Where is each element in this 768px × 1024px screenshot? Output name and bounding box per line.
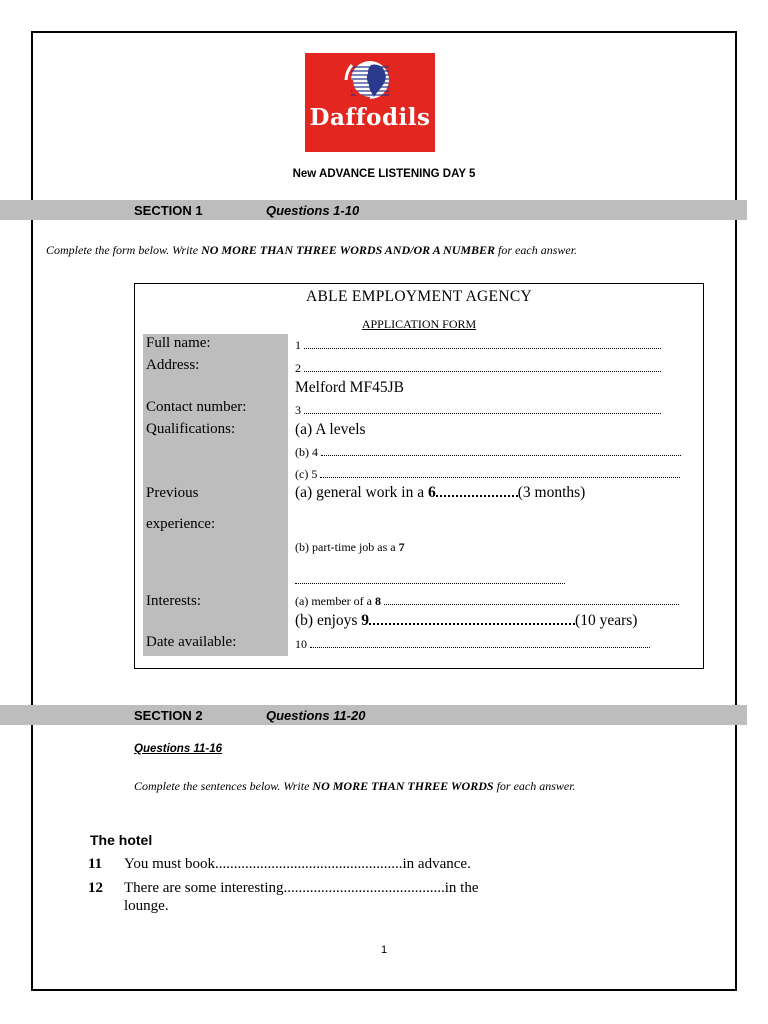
field-text: (b) enjoys bbox=[295, 612, 362, 629]
instruction-text-end: for each answer. bbox=[495, 243, 578, 257]
answer-blank[interactable] bbox=[384, 603, 679, 605]
answer-blank[interactable] bbox=[295, 582, 565, 584]
answer-blank[interactable] bbox=[320, 476, 680, 478]
label-address: Address: bbox=[146, 357, 200, 373]
label-contact-number: Contact number: bbox=[146, 399, 247, 415]
label-qualifications: Qualifications: bbox=[146, 421, 236, 437]
answer-blank[interactable] bbox=[321, 454, 681, 456]
question-text-end: in advance. bbox=[402, 856, 471, 872]
qualification-a: (a) A levels bbox=[295, 421, 366, 438]
question-12-number: 12 bbox=[88, 880, 103, 896]
instruction-emphasis: NO MORE THAN THREE WORDS AND/OR A NUMBER bbox=[201, 243, 496, 257]
answer-blank[interactable] bbox=[436, 494, 518, 497]
answer-blank[interactable] bbox=[310, 646, 650, 648]
question-12-text bbox=[124, 880, 479, 897]
label-previous: Previous bbox=[146, 485, 199, 501]
answer-field-3[interactable] bbox=[295, 403, 661, 418]
answer-field-8[interactable] bbox=[295, 594, 679, 609]
answer-blank[interactable] bbox=[369, 622, 575, 625]
section-2-instruction bbox=[134, 779, 576, 794]
answer-field-1[interactable] bbox=[295, 338, 661, 353]
answer-field-7[interactable] bbox=[295, 573, 565, 588]
question-number: 8 bbox=[374, 594, 381, 608]
field-text: (a) general work in a bbox=[295, 484, 428, 501]
question-text: You must book bbox=[124, 856, 216, 872]
question-number: 7 bbox=[398, 540, 405, 554]
question-number: 10 bbox=[295, 637, 307, 651]
answer-blank[interactable]: .................................................. bbox=[215, 856, 403, 872]
label-full-name: Full name: bbox=[146, 335, 211, 351]
answer-field-6[interactable] bbox=[295, 484, 585, 502]
question-number: 1 bbox=[295, 338, 301, 352]
form-title: ABLE EMPLOYMENT AGENCY bbox=[306, 288, 532, 305]
instruction-text: Complete the form below. Write bbox=[46, 243, 202, 257]
answer-blank[interactable]: ........................................... bbox=[283, 880, 445, 896]
field-text-end: (10 years) bbox=[575, 612, 638, 629]
answer-field-5[interactable] bbox=[295, 467, 680, 482]
answer-blank[interactable] bbox=[304, 370, 661, 372]
question-11-text bbox=[124, 856, 471, 873]
section-1-questions: Questions 1-10 bbox=[266, 203, 360, 218]
field-text-end: (3 months) bbox=[517, 484, 586, 501]
question-11-number: 11 bbox=[88, 856, 103, 872]
instruction-text: Complete the sentences below. Write bbox=[134, 779, 313, 793]
question-number: 6 bbox=[427, 484, 436, 501]
hotel-heading: The hotel bbox=[90, 832, 153, 848]
daffodils-logo bbox=[305, 53, 435, 152]
section-2-title: SECTION 2 bbox=[134, 708, 203, 723]
instruction-text-end: for each answer. bbox=[493, 779, 576, 793]
section-1-title: SECTION 1 bbox=[134, 203, 203, 218]
section-1-instruction bbox=[46, 243, 577, 258]
globe-logo-icon bbox=[338, 57, 402, 105]
question-text: There are some interesting bbox=[124, 880, 284, 896]
question-12-line-2: lounge. bbox=[124, 898, 169, 914]
answer-blank[interactable] bbox=[304, 412, 661, 414]
answer-field-4[interactable] bbox=[295, 445, 681, 460]
label-experience: experience: bbox=[146, 516, 216, 532]
answer-field-2[interactable] bbox=[295, 361, 661, 376]
question-number: (c) 5 bbox=[295, 467, 318, 481]
page-number: 1 bbox=[380, 944, 388, 956]
question-number: 2 bbox=[295, 361, 301, 375]
form-subtitle: APPLICATION FORM bbox=[361, 317, 477, 331]
section-2-bar bbox=[0, 705, 747, 725]
instruction-emphasis: NO MORE THAN THREE WORDS bbox=[312, 779, 494, 793]
question-number: 3 bbox=[295, 403, 301, 417]
logo-text: Daffodils bbox=[309, 104, 431, 131]
label-date-available: Date available: bbox=[146, 634, 237, 650]
question-number: 9 bbox=[361, 612, 370, 629]
answer-field-10[interactable] bbox=[295, 637, 650, 652]
label-interests: Interests: bbox=[146, 593, 201, 609]
field-text: (b) part-time job as a bbox=[295, 540, 399, 554]
answer-field-9[interactable] bbox=[295, 612, 637, 630]
answer-field-7-label bbox=[295, 540, 405, 555]
answer-blank[interactable] bbox=[304, 347, 661, 349]
document-subtitle: New ADVANCE LISTENING DAY 5 bbox=[292, 168, 476, 180]
section-1-bar bbox=[0, 200, 747, 220]
address-line-2: Melford MF45JB bbox=[295, 379, 404, 396]
question-text-end: in the bbox=[444, 880, 479, 896]
section-2-subheading: Questions 11-16 bbox=[134, 743, 222, 755]
section-2-questions: Questions 11-20 bbox=[266, 708, 366, 723]
field-text: (a) member of a bbox=[295, 594, 375, 608]
question-number: (b) 4 bbox=[295, 445, 318, 459]
